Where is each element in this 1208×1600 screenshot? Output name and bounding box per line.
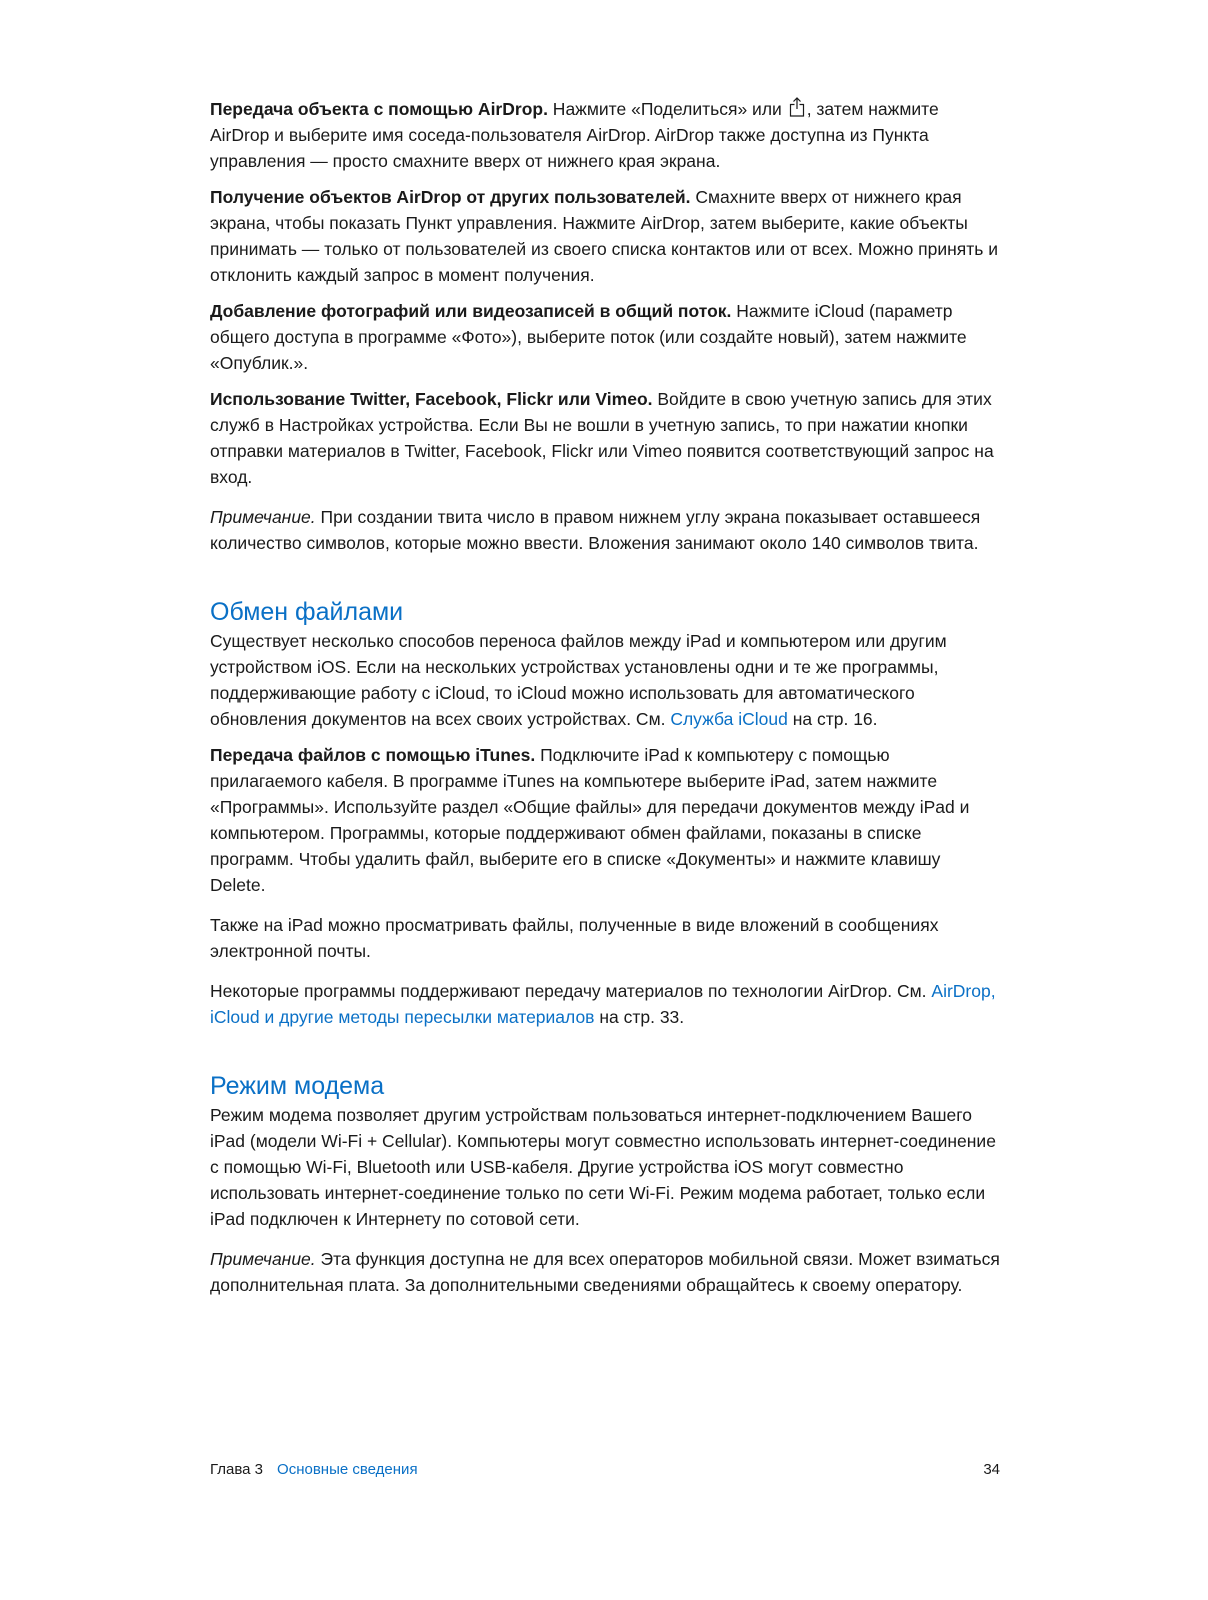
- note-text: При создании твита число в правом нижнем углу экрана показывает оставшееся количество символов, которые можно ввести. Вложения занимают около 140 символов твита.: [210, 507, 981, 553]
- text-file-sharing-tail: на стр. 16.: [787, 709, 878, 729]
- footer-page-number: 34: [983, 1461, 1000, 1478]
- text-mail-attachments: Также на iPad можно просматривать файлы, полученные в виде вложений в сообщениях электронной почты.: [210, 915, 939, 961]
- paragraph-social: [210, 386, 1000, 490]
- note-hotspot-label: Примечание.: [210, 1249, 316, 1269]
- share-icon: [789, 97, 805, 117]
- note-hotspot: [210, 1246, 1000, 1298]
- text-airdrop-apps: Некоторые программы поддерживают передачу материалов по технологии AirDrop. См.: [210, 981, 932, 1001]
- text-social: Войдите в свою учетную запись для этих служб в Настройках устройства. Если Вы не вошли в учетную запись, то при нажатии кнопки отправки материалов в Twitter, Facebook, Flickr или Vimeo появится соответствующий запрос на вход.: [210, 389, 994, 487]
- footer-chapter: Глава 3: [210, 1461, 264, 1478]
- lead-itunes: Передача файлов с помощью iTunes.: [210, 745, 536, 765]
- heading-file-sharing: Обмен файлами: [210, 598, 404, 626]
- paragraph-airdrop-apps: [210, 978, 1000, 1030]
- lead-social: Использование Twitter, Facebook, Flickr или Vimeo.: [210, 389, 653, 409]
- paragraph-airdrop-send: [210, 96, 1000, 174]
- text-file-sharing-intro: Существует несколько способов переноса файлов между iPad и компьютером или другим устройством iOS. Если на нескольких устройствах установлены одни и те же программы, поддерживающие работу с iCloud, то iCloud можно использовать для автоматического обновления документов на всех своих устройствах. См.: [210, 631, 947, 729]
- paragraph-hotspot: [210, 1102, 1000, 1232]
- text-photo-stream: Нажмите iCloud (параметр общего доступа в программе «Фото»), выберите поток (или создайте новый), затем нажмите «Опублик.».: [210, 301, 967, 373]
- page-content: [210, 96, 1000, 1308]
- lead-airdrop-receive: Получение объектов AirDrop от других пользователей.: [210, 187, 691, 207]
- text-airdrop-send-a: Нажмите «Поделиться» или: [547, 99, 787, 119]
- text-itunes: Подключите iPad к компьютеру с помощью прилагаемого кабеля. В программе iTunes на компьютере выберите iPad, затем нажмите «Программы». Используйте раздел «Общие файлы» для передачи документов между iPad и компьютером. Программы, которые поддерживают обмен файлами, показаны в списке программ. Чтобы удалить файл, выберите его в списке «Документы» и нажмите клавишу Delete.: [210, 745, 970, 895]
- lead-airdrop-send: Передача объекта с помощью AirDrop.: [210, 99, 548, 119]
- note-label: Примечание.: [210, 507, 316, 527]
- text-airdrop-receive: Смахните вверх от нижнего края экрана, чтобы показать Пункт управления. Нажмите AirDrop, затем выберите, какие объекты принимать — только от пользователей из своего списка контактов или от всех. Можно принять и отклонить каждый запрос в момент получения.: [210, 187, 999, 285]
- paragraph-itunes: [210, 742, 1000, 898]
- paragraph-photo-stream: [210, 298, 1000, 376]
- paragraph-file-sharing-intro: [210, 628, 1000, 732]
- text-hotspot: Режим модема позволяет другим устройствам пользоваться интернет-подключением Вашего iPad (модели Wi-Fi + Cellular). Компьютеры могут совместно использовать интернет-соединение с помощью Wi-Fi, Bluetooth или USB-кабеля. Другие устройства iOS могут совместно использовать интернет-соединение только по сети Wi-Fi. Режим модема работает, только если iPad подключен к Интернету по сотовой сети.: [210, 1105, 996, 1229]
- footer-chapter-title[interactable]: Основные сведения: [277, 1461, 418, 1478]
- lead-photo-stream: Добавление фотографий или видеозаписей в общий поток.: [210, 301, 732, 321]
- text-airdrop-send-b: , затем нажмите AirDrop и выберите имя соседа-пользователя AirDrop. AirDrop также доступна из Пункта управления — просто смахните вверх от нижнего края экрана.: [210, 99, 939, 171]
- note-hotspot-text: Эта функция доступна не для всех операторов мобильной связи. Может взиматься дополнительная плата. За дополнительными сведениями обращайтесь к своему оператору.: [210, 1249, 1000, 1295]
- paragraph-mail-attachments: [210, 912, 1000, 964]
- paragraph-airdrop-receive: [210, 184, 1000, 288]
- heading-hotspot: Режим модема: [210, 1072, 385, 1100]
- link-airdrop-icloud[interactable]: AirDrop, iCloud и другие методы пересылки материалов: [210, 981, 996, 1027]
- note-twitter: [210, 504, 1000, 556]
- link-icloud-service[interactable]: Служба iCloud: [670, 709, 788, 729]
- page-footer: [210, 1460, 1000, 1480]
- text-airdrop-apps-tail: на стр. 33.: [594, 1007, 685, 1027]
